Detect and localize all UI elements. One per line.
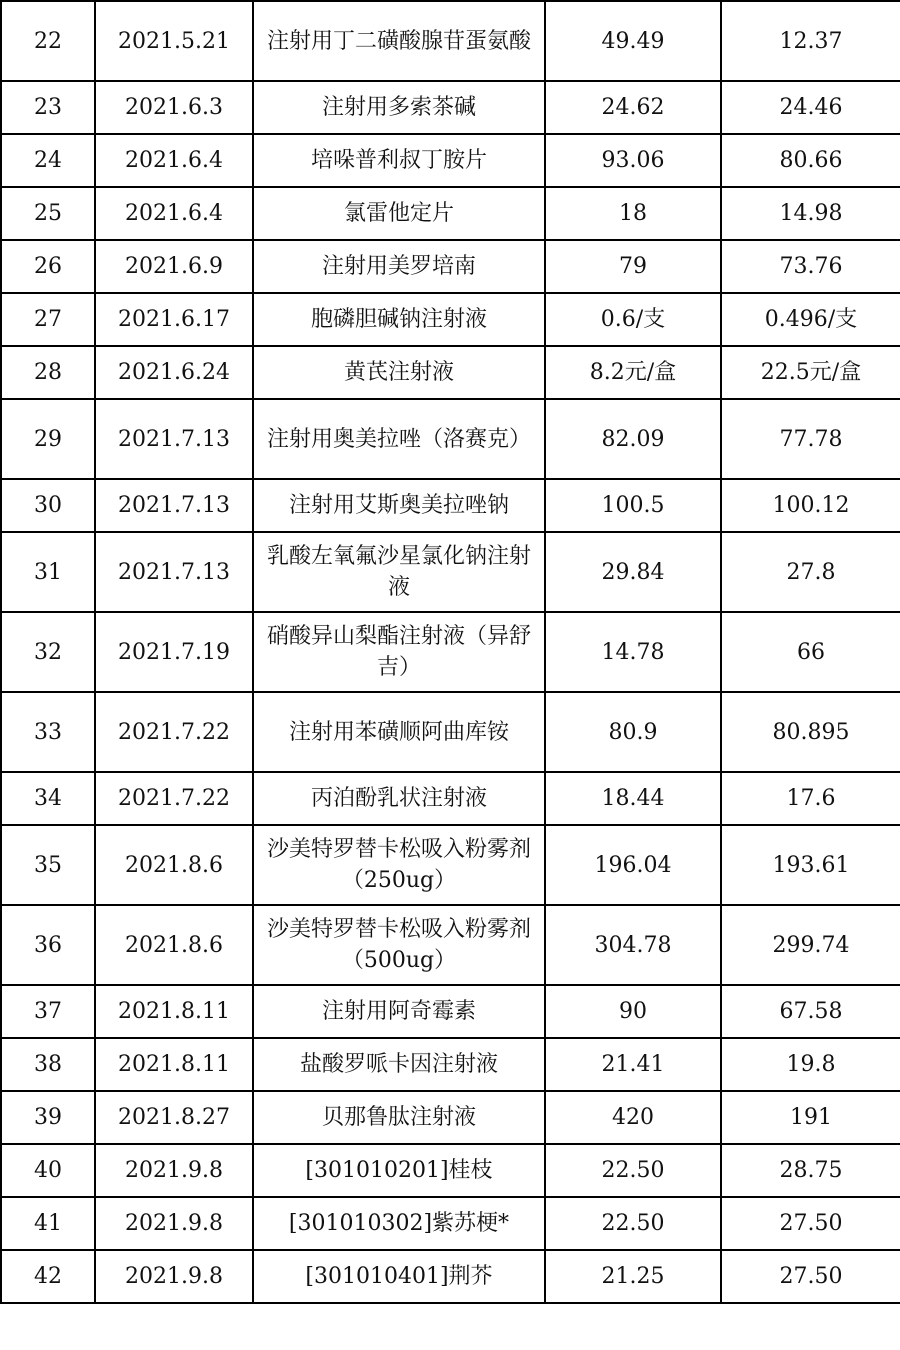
row-price-b: 191 <box>721 1091 900 1144</box>
row-date: 2021.8.27 <box>95 1091 253 1144</box>
row-date: 2021.6.24 <box>95 346 253 399</box>
row-number: 34 <box>1 772 95 825</box>
row-price-a: 18.44 <box>545 772 721 825</box>
row-date: 2021.7.19 <box>95 612 253 692</box>
row-drug-name: 乳酸左氧氟沙星氯化钠注射液 <box>253 532 545 612</box>
row-price-b: 80.66 <box>721 134 900 187</box>
row-price-b: 19.8 <box>721 1038 900 1091</box>
table-row <box>1 985 900 1038</box>
row-drug-name: 沙美特罗替卡松吸入粉雾剂（500ug） <box>253 905 545 985</box>
row-price-a: 22.50 <box>545 1144 721 1197</box>
row-date: 2021.7.22 <box>95 772 253 825</box>
row-date: 2021.7.22 <box>95 692 253 772</box>
row-drug-name: 培哚普利叔丁胺片 <box>253 134 545 187</box>
row-price-b: 0.496/支 <box>721 293 900 346</box>
row-date: 2021.9.8 <box>95 1250 253 1303</box>
row-drug-name: [301010302]紫苏梗* <box>253 1197 545 1250</box>
row-price-a: 90 <box>545 985 721 1038</box>
row-date: 2021.8.6 <box>95 905 253 985</box>
row-price-a: 304.78 <box>545 905 721 985</box>
row-date: 2021.7.13 <box>95 399 253 479</box>
row-number: 22 <box>1 1 95 81</box>
row-drug-name: 沙美特罗替卡松吸入粉雾剂（250ug） <box>253 825 545 905</box>
row-drug-name: 注射用奥美拉唑（洛赛克） <box>253 399 545 479</box>
row-price-a: 8.2元/盒 <box>545 346 721 399</box>
row-price-a: 0.6/支 <box>545 293 721 346</box>
row-date: 2021.8.11 <box>95 985 253 1038</box>
row-price-b: 27.50 <box>721 1250 900 1303</box>
row-number: 42 <box>1 1250 95 1303</box>
table-row <box>1 240 900 293</box>
row-drug-name: 胞磷胆碱钠注射液 <box>253 293 545 346</box>
row-number: 27 <box>1 293 95 346</box>
table-row <box>1 825 900 905</box>
row-date: 2021.9.8 <box>95 1144 253 1197</box>
row-drug-name: 黄芪注射液 <box>253 346 545 399</box>
row-price-b: 299.74 <box>721 905 900 985</box>
row-price-b: 100.12 <box>721 479 900 532</box>
row-price-b: 80.895 <box>721 692 900 772</box>
row-date: 2021.7.13 <box>95 479 253 532</box>
row-number: 29 <box>1 399 95 479</box>
row-price-a: 22.50 <box>545 1197 721 1250</box>
row-price-a: 24.62 <box>545 81 721 134</box>
row-number: 39 <box>1 1091 95 1144</box>
row-price-b: 66 <box>721 612 900 692</box>
row-number: 40 <box>1 1144 95 1197</box>
table-row <box>1 532 900 612</box>
row-date: 2021.6.4 <box>95 134 253 187</box>
row-price-a: 18 <box>545 187 721 240</box>
table-row <box>1 1 900 81</box>
row-number: 30 <box>1 479 95 532</box>
row-date: 2021.6.9 <box>95 240 253 293</box>
row-price-b: 12.37 <box>721 1 900 81</box>
row-date: 2021.7.13 <box>95 532 253 612</box>
row-drug-name: 注射用苯磺顺阿曲库铵 <box>253 692 545 772</box>
row-price-b: 27.50 <box>721 1197 900 1250</box>
table-row <box>1 479 900 532</box>
table-body <box>1 1 900 1303</box>
row-number: 32 <box>1 612 95 692</box>
row-price-b: 17.6 <box>721 772 900 825</box>
row-price-b: 193.61 <box>721 825 900 905</box>
row-price-a: 196.04 <box>545 825 721 905</box>
row-number: 33 <box>1 692 95 772</box>
row-drug-name: 注射用艾斯奥美拉唑钠 <box>253 479 545 532</box>
row-drug-name: 贝那鲁肽注射液 <box>253 1091 545 1144</box>
row-number: 38 <box>1 1038 95 1091</box>
row-drug-name: 注射用多索茶碱 <box>253 81 545 134</box>
row-number: 36 <box>1 905 95 985</box>
table-row <box>1 187 900 240</box>
row-number: 31 <box>1 532 95 612</box>
row-number: 24 <box>1 134 95 187</box>
row-price-b: 73.76 <box>721 240 900 293</box>
table-row <box>1 1144 900 1197</box>
row-number: 41 <box>1 1197 95 1250</box>
row-price-b: 67.58 <box>721 985 900 1038</box>
table-row <box>1 692 900 772</box>
row-price-b: 22.5元/盒 <box>721 346 900 399</box>
table-row <box>1 293 900 346</box>
table-row <box>1 134 900 187</box>
row-drug-name: 注射用阿奇霉素 <box>253 985 545 1038</box>
row-price-a: 82.09 <box>545 399 721 479</box>
row-price-a: 100.5 <box>545 479 721 532</box>
row-price-a: 29.84 <box>545 532 721 612</box>
row-drug-name: [301010401]荆芥 <box>253 1250 545 1303</box>
row-price-a: 14.78 <box>545 612 721 692</box>
row-drug-name: [301010201]桂枝 <box>253 1144 545 1197</box>
row-number: 25 <box>1 187 95 240</box>
table-row <box>1 905 900 985</box>
row-price-a: 80.9 <box>545 692 721 772</box>
row-price-a: 420 <box>545 1091 721 1144</box>
row-price-b: 28.75 <box>721 1144 900 1197</box>
row-price-b: 77.78 <box>721 399 900 479</box>
table-row <box>1 346 900 399</box>
row-price-b: 27.8 <box>721 532 900 612</box>
table-row <box>1 1091 900 1144</box>
row-drug-name: 盐酸罗哌卡因注射液 <box>253 1038 545 1091</box>
row-number: 23 <box>1 81 95 134</box>
table-row <box>1 1250 900 1303</box>
table-row <box>1 612 900 692</box>
table-row <box>1 772 900 825</box>
row-price-b: 14.98 <box>721 187 900 240</box>
row-date: 2021.6.17 <box>95 293 253 346</box>
row-drug-name: 注射用丁二磺酸腺苷蛋氨酸 <box>253 1 545 81</box>
row-drug-name: 硝酸异山梨酯注射液（异舒吉） <box>253 612 545 692</box>
row-price-a: 21.25 <box>545 1250 721 1303</box>
row-number: 35 <box>1 825 95 905</box>
row-drug-name: 氯雷他定片 <box>253 187 545 240</box>
row-date: 2021.8.6 <box>95 825 253 905</box>
row-number: 37 <box>1 985 95 1038</box>
table-row <box>1 81 900 134</box>
table-row <box>1 1197 900 1250</box>
table-row <box>1 1038 900 1091</box>
row-number: 28 <box>1 346 95 399</box>
row-drug-name: 注射用美罗培南 <box>253 240 545 293</box>
row-date: 2021.6.4 <box>95 187 253 240</box>
row-price-a: 49.49 <box>545 1 721 81</box>
row-date: 2021.8.11 <box>95 1038 253 1091</box>
row-price-a: 79 <box>545 240 721 293</box>
row-date: 2021.6.3 <box>95 81 253 134</box>
table-row <box>1 399 900 479</box>
row-price-a: 93.06 <box>545 134 721 187</box>
row-date: 2021.9.8 <box>95 1197 253 1250</box>
row-price-a: 21.41 <box>545 1038 721 1091</box>
row-date: 2021.5.21 <box>95 1 253 81</box>
row-number: 26 <box>1 240 95 293</box>
row-drug-name: 丙泊酚乳状注射液 <box>253 772 545 825</box>
row-price-b: 24.46 <box>721 81 900 134</box>
